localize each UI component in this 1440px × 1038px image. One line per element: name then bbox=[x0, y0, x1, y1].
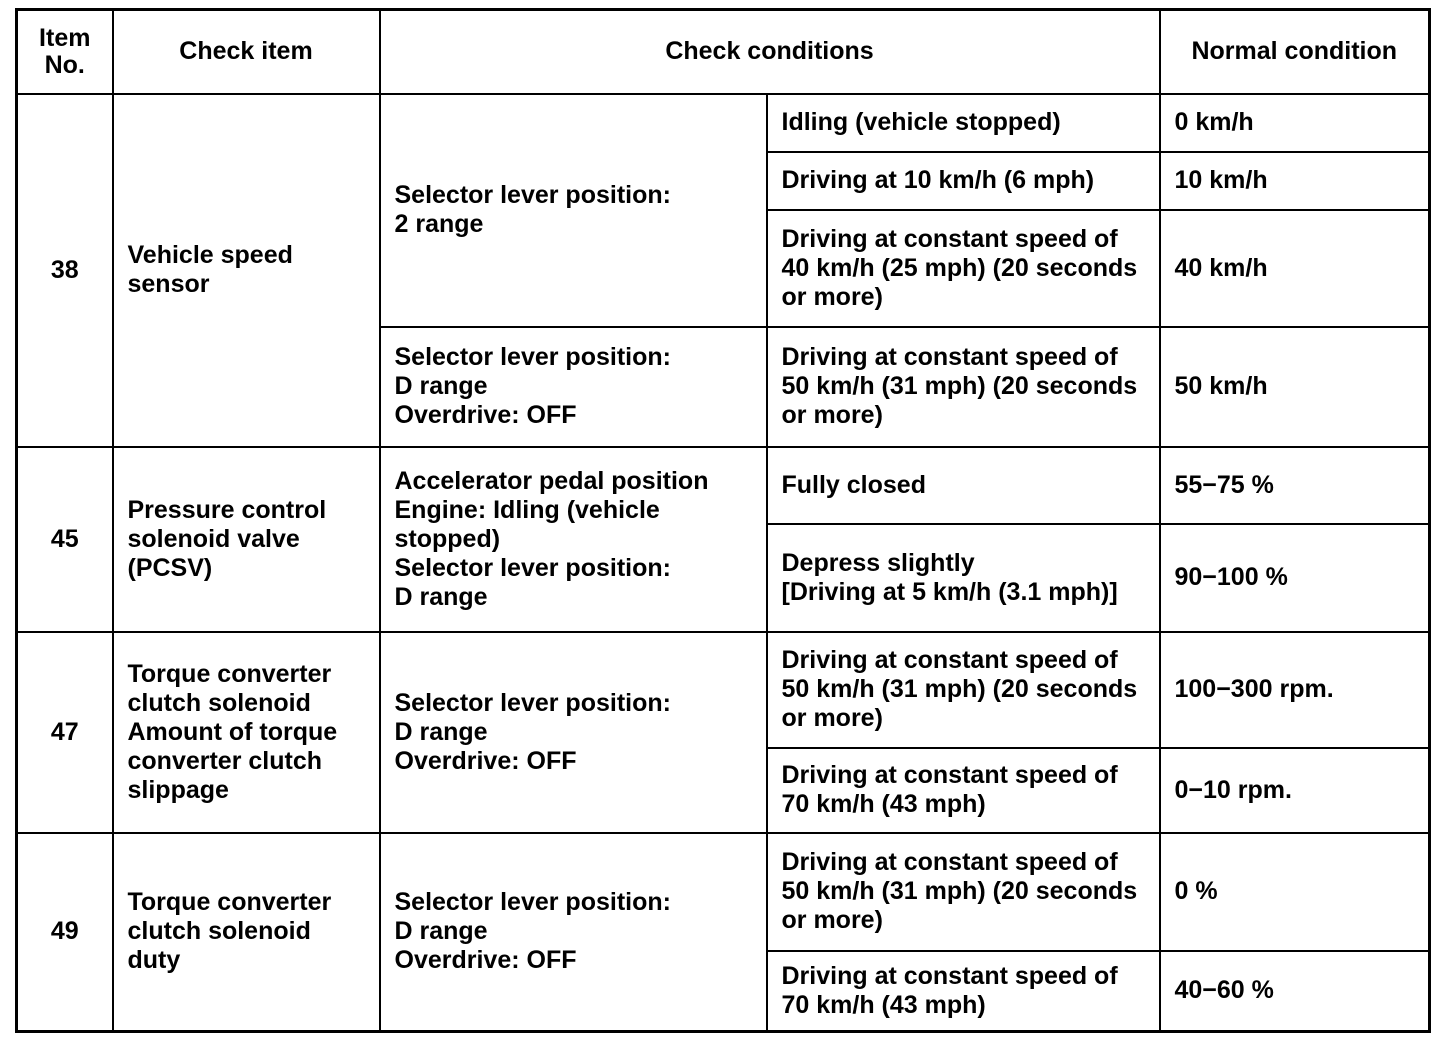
item-number: 49 bbox=[17, 833, 113, 1032]
table-row bbox=[17, 447, 1430, 524]
check-condition-detail: Driving at constant speed of 40 km/h (25 mph) (20 seconds or more) bbox=[767, 210, 1160, 327]
header-normal-condition: Normal condition bbox=[1160, 10, 1430, 94]
check-condition-group: Accelerator pedal position Engine: Idling (vehicle stopped) Selector lever position: D range bbox=[380, 447, 767, 632]
item-number: 45 bbox=[17, 447, 113, 632]
header-check-item: Check item bbox=[113, 10, 380, 94]
normal-condition: 0 % bbox=[1160, 833, 1430, 951]
check-condition-group: Selector lever position: 2 range bbox=[380, 94, 767, 327]
table-row bbox=[17, 833, 1430, 951]
check-item: Vehicle speed sensor bbox=[113, 94, 380, 447]
item-number: 47 bbox=[17, 632, 113, 833]
check-condition-detail: Depress slightly [Driving at 5 km/h (3.1 mph)] bbox=[767, 524, 1160, 632]
check-condition-detail: Driving at constant speed of 50 km/h (31 mph) (20 seconds or more) bbox=[767, 833, 1160, 951]
item-number: 38 bbox=[17, 94, 113, 447]
inspection-table bbox=[15, 8, 1431, 1033]
check-condition-detail: Driving at constant speed of 50 km/h (31 mph) (20 seconds or more) bbox=[767, 327, 1160, 447]
check-condition-detail: Driving at constant speed of 70 km/h (43 mph) bbox=[767, 748, 1160, 833]
check-condition-group: Selector lever position: D range Overdrive: OFF bbox=[380, 833, 767, 1032]
check-item: Torque converter clutch solenoid duty bbox=[113, 833, 380, 1032]
check-condition-detail: Driving at constant speed of 50 km/h (31 mph) (20 seconds or more) bbox=[767, 632, 1160, 748]
check-condition-group: Selector lever position: D range Overdrive: OFF bbox=[380, 632, 767, 833]
table-row bbox=[17, 632, 1430, 748]
header-row bbox=[17, 10, 1430, 94]
normal-condition: 90−100 % bbox=[1160, 524, 1430, 632]
check-item: Pressure control solenoid valve (PCSV) bbox=[113, 447, 380, 632]
normal-condition: 40−60 % bbox=[1160, 951, 1430, 1032]
normal-condition: 50 km/h bbox=[1160, 327, 1430, 447]
check-condition-group: Selector lever position: D range Overdrive: OFF bbox=[380, 327, 767, 447]
normal-condition: 0−10 rpm. bbox=[1160, 748, 1430, 833]
normal-condition: 0 km/h bbox=[1160, 94, 1430, 152]
normal-condition: 10 km/h bbox=[1160, 152, 1430, 210]
header-check-conditions: Check conditions bbox=[380, 10, 1160, 94]
check-condition-detail: Fully closed bbox=[767, 447, 1160, 524]
normal-condition: 55−75 % bbox=[1160, 447, 1430, 524]
check-condition-detail: Driving at 10 km/h (6 mph) bbox=[767, 152, 1160, 210]
check-condition-detail: Driving at constant speed of 70 km/h (43 mph) bbox=[767, 951, 1160, 1032]
check-condition-detail: Idling (vehicle stopped) bbox=[767, 94, 1160, 152]
normal-condition: 100−300 rpm. bbox=[1160, 632, 1430, 748]
normal-condition: 40 km/h bbox=[1160, 210, 1430, 327]
check-item: Torque converter clutch solenoid Amount of torque converter clutch slippage bbox=[113, 632, 380, 833]
table-row bbox=[17, 94, 1430, 152]
header-item-no: Item No. bbox=[17, 10, 113, 94]
